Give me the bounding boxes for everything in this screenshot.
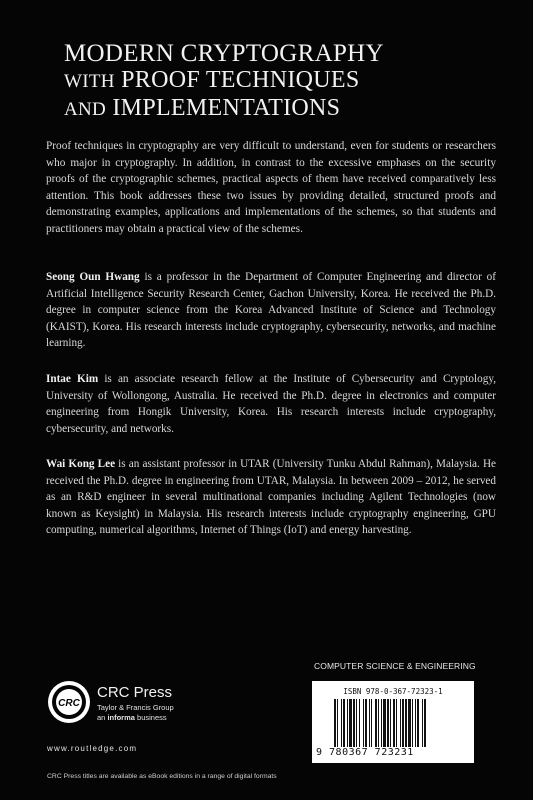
title-small-word: AND	[64, 99, 107, 120]
barcode-bar	[356, 699, 357, 747]
barcode-digits: 9 780367 723231	[316, 747, 414, 758]
title-small-word: WITH	[64, 71, 115, 92]
barcode-bar	[381, 699, 382, 747]
barcode-bars	[334, 699, 464, 747]
ebook-note: CRC Press titles are available as eBook editions in a range of digital formats	[47, 773, 277, 780]
isbn-barcode	[312, 681, 474, 763]
barcode-bar	[383, 699, 386, 747]
barcode-bar	[390, 699, 391, 747]
barcode-bar	[405, 699, 407, 747]
barcode-bar	[375, 699, 377, 747]
barcode-bar	[343, 699, 345, 747]
barcode-bar	[365, 699, 367, 747]
isbn-label: ISBN 978-0-367-72323-1	[343, 687, 443, 696]
barcode-bar	[371, 699, 372, 747]
barcode-bar	[408, 699, 411, 747]
subject-category: COMPUTER SCIENCE & ENGINEERING	[314, 661, 476, 671]
book-title	[64, 40, 504, 123]
publisher-website: www.routledge.com	[47, 744, 138, 753]
barcode-bar	[337, 699, 338, 747]
barcode-bar	[412, 699, 413, 747]
title-line-1: MODERN CRYPTOGRAPHY	[64, 40, 384, 67]
barcode-bar	[415, 699, 416, 747]
barcode-bar	[393, 699, 395, 747]
title-line-2	[64, 67, 504, 95]
barcode-bar	[359, 699, 360, 747]
barcode-bar	[349, 699, 352, 747]
barcode-bar	[378, 699, 379, 747]
barcode-bar	[402, 699, 404, 747]
title-line-3	[64, 95, 504, 123]
book-description: Proof techniques in cryptography are very difficult to understand, even for students or researchers who major in cryptography. In addition, in contrast to the excessive emphases on the security proofs of the cryptographic schemes, practical aspects of them have received comparatively less attention. This book addresses these two issues by providing detailed, structured proofs and demonstrating examples, applications and implementations of the schemes, so that students and practitioners may obtain a practical view of the schemes.	[46, 140, 496, 235]
svg-text:CRC: CRC	[58, 698, 80, 709]
author-name: Seong Oun Hwang	[46, 271, 140, 283]
author-bio-text: is a professor in the Department of Computer Engineering and director of Artificial Intelligence Security Research Center, Gachon University, Korea. He received the Ph.D. degree in computer science from the Korea Advanced Institute of Science and Technology (KAIST), Korea. His research interests include cryptography, cybersecurity, networks, and machine learning.	[46, 271, 496, 350]
barcode-bar	[422, 699, 423, 747]
publisher-business: an informa business	[97, 713, 167, 722]
author-name: Wai Kong Lee	[46, 458, 116, 470]
crc-press-logo	[47, 680, 91, 724]
publisher-name: CRC Press	[97, 684, 173, 701]
author-bio	[46, 456, 496, 539]
barcode-bar	[369, 699, 370, 747]
barcode-bar	[387, 699, 389, 747]
author-bio	[46, 269, 496, 352]
barcode-bar	[353, 699, 355, 747]
title-line-2-text: PROOF TECHNIQUES	[121, 67, 360, 93]
publisher-group: Taylor & Francis Group	[97, 703, 174, 712]
barcode-bar	[396, 699, 397, 747]
author-bio	[46, 371, 496, 437]
barcode-bar	[334, 699, 336, 747]
barcode-bar	[400, 699, 401, 747]
barcode-bar	[341, 699, 342, 747]
barcode-bar	[347, 699, 348, 747]
barcode-bar	[424, 699, 426, 747]
author-name: Intae Kim	[46, 373, 99, 385]
author-bio-text: is an assistant professor in UTAR (University Tunku Abdul Rahman), Malaysia. He received the Ph.D. degree in engineering from UTAR, Malaysia. In between 2009 – 2012, he served as an R&D engineer in several multinational companies including Agilent Technologies (now known as Keysight) in Malaysia. His research interests include cryptography engineering, GPU computing, numerical algorithms, Internet of Things (IoT) and energy harvesting.	[46, 458, 496, 537]
author-bio-text: is an associate research fellow at the Institute of Cybersecurity and Cryptology, University of Wollongong, Australia. He received the Ph.D. degree in electronics and computer engineering from Hongik University, Korea. His research interests include cryptography, cybersecurity, and networks.	[46, 373, 496, 435]
title-line-3-text: IMPLEMENTATIONS	[112, 95, 341, 121]
barcode-bar	[363, 699, 364, 747]
barcode-bar	[417, 699, 419, 747]
